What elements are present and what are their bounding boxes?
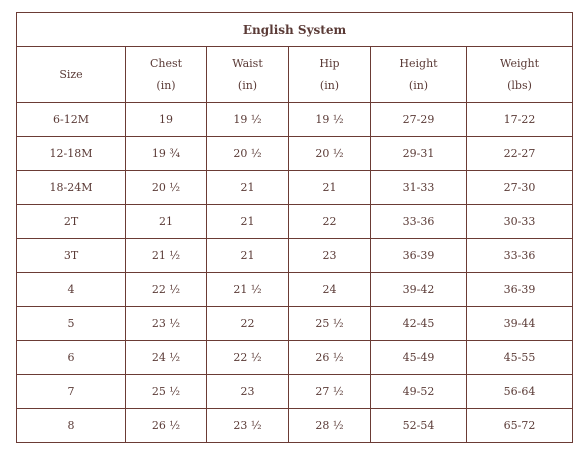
column-header-label: Hip <box>319 56 340 70</box>
cell-hip: 21 <box>289 171 371 205</box>
cell-height: 36-39 <box>371 239 467 273</box>
cell-weight: 65-72 <box>467 409 573 443</box>
cell-chest: 22 ½ <box>126 273 207 307</box>
column-header-size <box>17 47 126 103</box>
cell-chest: 19 ¾ <box>126 137 207 171</box>
cell-size: 6-12M <box>17 103 126 137</box>
cell-weight: 30-33 <box>467 205 573 239</box>
cell-weight: 56-64 <box>467 375 573 409</box>
column-header-unit: (in) <box>237 78 258 92</box>
cell-weight: 45-55 <box>467 341 573 375</box>
cell-hip: 20 ½ <box>289 137 371 171</box>
column-header-label: Height <box>399 56 438 70</box>
cell-waist: 23 ½ <box>207 409 289 443</box>
cell-chest: 20 ½ <box>126 171 207 205</box>
column-header-label: Size <box>59 67 83 81</box>
table-title: English System <box>17 13 573 47</box>
cell-height: 29-31 <box>371 137 467 171</box>
cell-size: 2T <box>17 205 126 239</box>
cell-chest: 25 ½ <box>126 375 207 409</box>
table-row <box>17 375 573 409</box>
cell-waist: 19 ½ <box>207 103 289 137</box>
title-row <box>17 13 573 47</box>
cell-hip: 22 <box>289 205 371 239</box>
cell-chest: 19 <box>126 103 207 137</box>
table-row <box>17 341 573 375</box>
cell-waist: 22 ½ <box>207 341 289 375</box>
cell-waist: 21 <box>207 205 289 239</box>
cell-size: 7 <box>17 375 126 409</box>
cell-size: 3T <box>17 239 126 273</box>
cell-hip: 28 ½ <box>289 409 371 443</box>
cell-size: 6 <box>17 341 126 375</box>
column-header-label: Chest <box>149 56 183 70</box>
column-header-unit: (lbs) <box>507 78 532 92</box>
table-row <box>17 171 573 205</box>
cell-hip: 24 <box>289 273 371 307</box>
cell-hip: 23 <box>289 239 371 273</box>
table-row <box>17 307 573 341</box>
column-header-chest <box>126 47 207 103</box>
cell-height: 42-45 <box>371 307 467 341</box>
cell-weight: 36-39 <box>467 273 573 307</box>
cell-weight: 22-27 <box>467 137 573 171</box>
cell-height: 45-49 <box>371 341 467 375</box>
column-header-waist <box>207 47 289 103</box>
cell-hip: 26 ½ <box>289 341 371 375</box>
cell-waist: 23 <box>207 375 289 409</box>
cell-size: 5 <box>17 307 126 341</box>
table-body <box>17 103 573 443</box>
cell-height: 31-33 <box>371 171 467 205</box>
column-header-weight <box>467 47 573 103</box>
cell-chest: 26 ½ <box>126 409 207 443</box>
cell-weight: 33-36 <box>467 239 573 273</box>
cell-waist: 21 <box>207 239 289 273</box>
column-header-unit: (in) <box>408 78 429 92</box>
cell-hip: 19 ½ <box>289 103 371 137</box>
column-header-unit: (in) <box>319 78 340 92</box>
cell-weight: 39-44 <box>467 307 573 341</box>
table-row <box>17 137 573 171</box>
cell-chest: 21 <box>126 205 207 239</box>
cell-size: 18-24M <box>17 171 126 205</box>
table-row <box>17 103 573 137</box>
cell-chest: 21 ½ <box>126 239 207 273</box>
table-row <box>17 273 573 307</box>
cell-waist: 21 <box>207 171 289 205</box>
cell-height: 49-52 <box>371 375 467 409</box>
cell-size: 4 <box>17 273 126 307</box>
column-header-hip <box>289 47 371 103</box>
cell-hip: 27 ½ <box>289 375 371 409</box>
size-chart-table <box>16 12 573 443</box>
cell-waist: 20 ½ <box>207 137 289 171</box>
header-row <box>17 47 573 103</box>
column-header-unit: (in) <box>156 78 176 92</box>
cell-size: 12-18M <box>17 137 126 171</box>
cell-height: 52-54 <box>371 409 467 443</box>
cell-chest: 24 ½ <box>126 341 207 375</box>
cell-chest: 23 ½ <box>126 307 207 341</box>
cell-height: 39-42 <box>371 273 467 307</box>
cell-size: 8 <box>17 409 126 443</box>
table-row <box>17 409 573 443</box>
table-row <box>17 239 573 273</box>
column-header-label: Waist <box>232 56 263 70</box>
column-header-label: Weight <box>500 56 540 70</box>
cell-height: 33-36 <box>371 205 467 239</box>
table-row <box>17 205 573 239</box>
cell-weight: 27-30 <box>467 171 573 205</box>
cell-waist: 21 ½ <box>207 273 289 307</box>
cell-height: 27-29 <box>371 103 467 137</box>
cell-hip: 25 ½ <box>289 307 371 341</box>
cell-waist: 22 <box>207 307 289 341</box>
column-header-height <box>371 47 467 103</box>
cell-weight: 17-22 <box>467 103 573 137</box>
